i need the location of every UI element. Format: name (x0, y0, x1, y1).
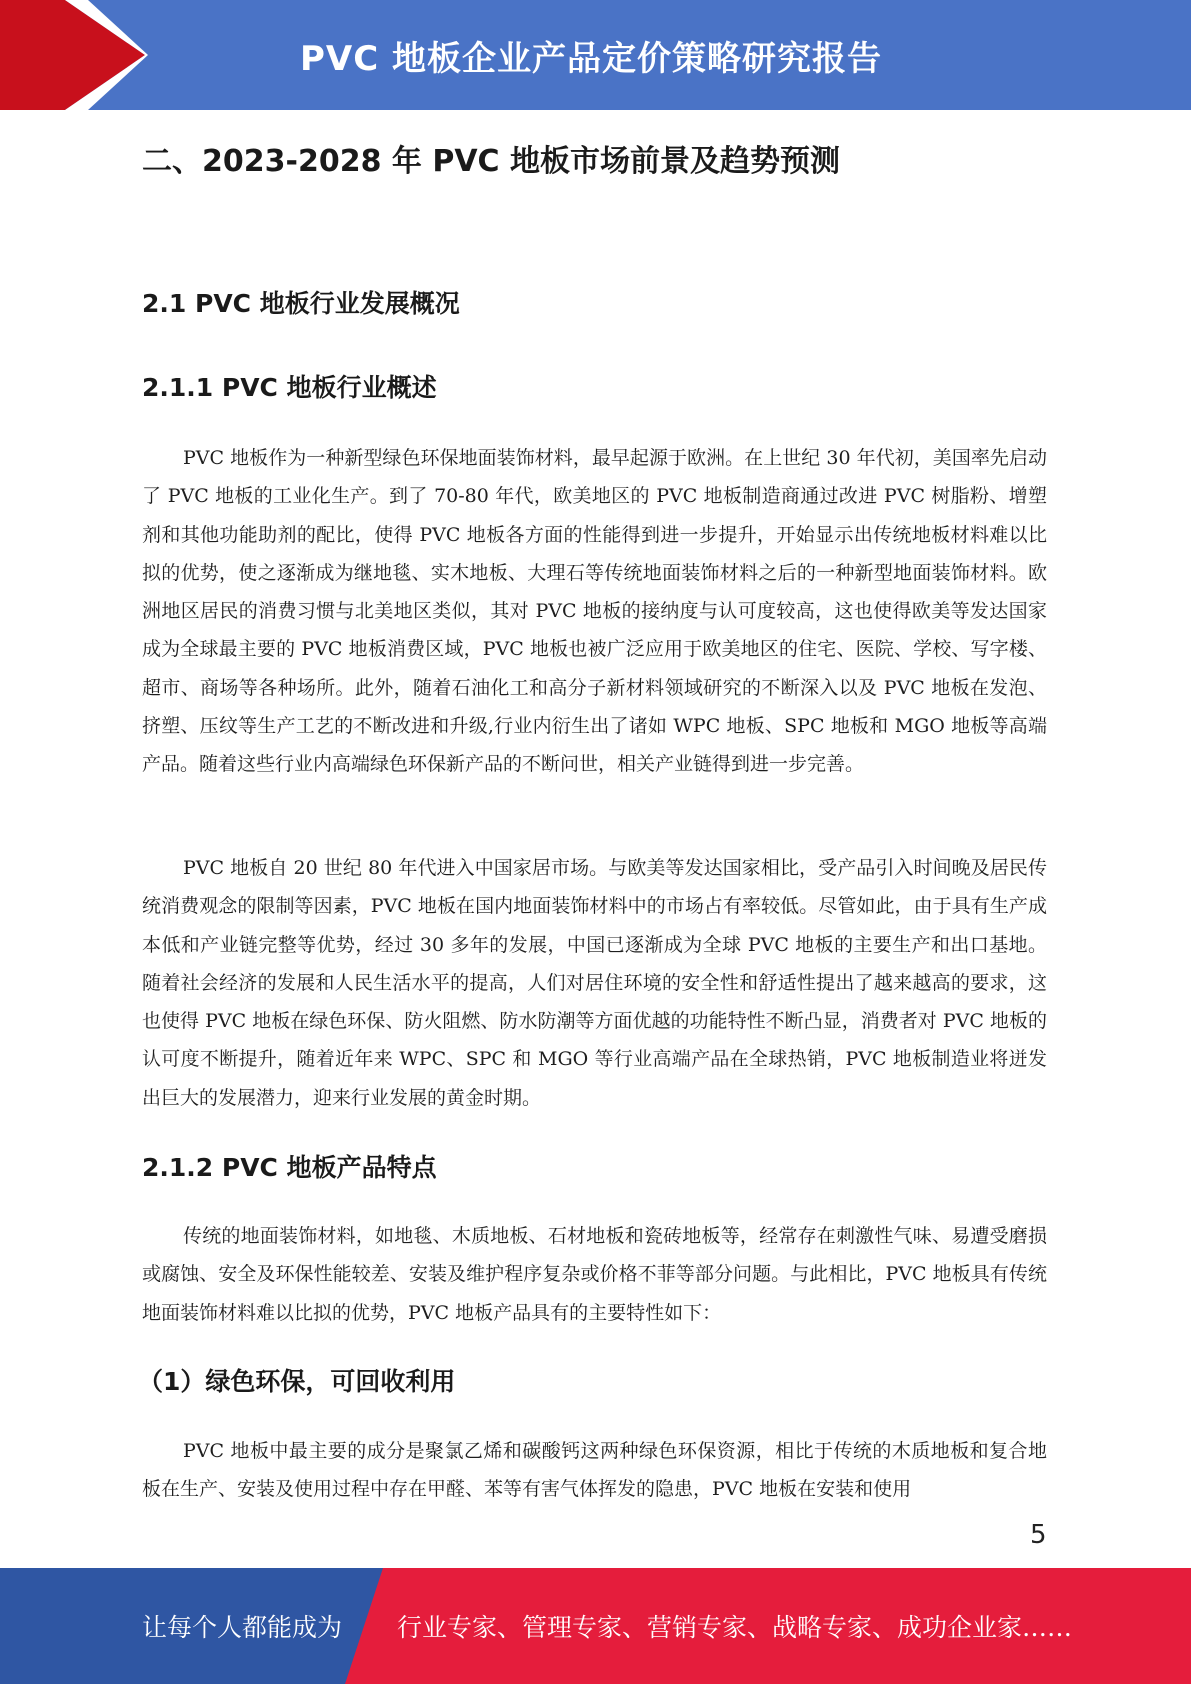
footer-slogan-left: 让每个人都能成为 (142, 1613, 343, 1642)
paragraph-overview-1: PVC 地板作为一种新型绿色环保地面装饰材料，最早起源于欧洲。在上世纪 30 年代初，美国率先启动了 PVC 地板的工业化生产。到了 70-80 年代，欧美地区的 PVC 地板制造商通过改进 PVC 树脂粉、增塑剂和其他功能助剂的配比，使得 PVC 地板各方面的性能得到进一步提升，开始显示出传统地板材料难以比拟的优势，使之逐渐成为继地毯、实木地板、大理石等传统地面装饰材料之后的一种新型地面装饰材料。欧洲地区居民的消费习惯与北美地区类似，其对 PVC 地板的接纳度与认可度较高，这也使得欧美等发达国家成为全球最主要的 PVC 地板消费区域，PVC 地板也被广泛应用于欧美地区的住宅、医院、学校、写字楼、超市、商场等各种场所。此外，随着石油化工和高分子新材料领域研究的不断深入以及 PVC 地板在发泡、挤塑、压纹等生产工艺的不断改进和升级,行业内衍生出了诸如 WPC 地板、SPC 地板和 MGO 地板等高端产品。随着这些行业内高端绿色环保新产品的不断问世，相关产业链得到进一步完善。 (142, 447, 1047, 776)
page-number: 5 (1030, 1520, 1047, 1550)
report-title: PVC 地板企业产品定价策略研究报告 (300, 38, 883, 79)
paragraph-feature-1: PVC 地板中最主要的成分是聚氯乙烯和碳酸钙这两种绿色环保资源，相比于传统的木质地板和复合地板在生产、安装及使用过程中存在甲醛、苯等有害气体挥发的隐患，PVC 地板在安装和使用 (142, 1440, 1047, 1501)
footer-slogan-right: 行业专家、管理专家、营销专家、战略专家、成功企业家…… (397, 1613, 1073, 1642)
page-footer-banner (0, 1568, 1191, 1684)
paragraph-features-intro: 传统的地面装饰材料，如地毯、木质地板、石材地板和瓷砖地板等，经常存在刺激性气味、易遭受磨损或腐蚀、安全及环保性能较差、安装及维护程序复杂或价格不菲等部分问题。与此相比，PVC 地板具有传统地面装饰材料难以比拟的优势，PVC 地板产品具有的主要特性如下： (142, 1225, 1047, 1324)
heading-feature-1: （1）绿色环保，可回收利用 (138, 1367, 456, 1396)
page-header-banner (0, 0, 1191, 110)
heading-2-1-1: 2.1.1 PVC 地板行业概述 (142, 373, 437, 402)
heading-2-1: 2.1 PVC 地板行业发展概况 (142, 289, 460, 318)
section-title: 二、2023-2028 年 PVC 地板市场前景及趋势预测 (142, 144, 840, 179)
heading-2-1-2: 2.1.2 PVC 地板产品特点 (142, 1153, 437, 1182)
paragraph-overview-2: PVC 地板自 20 世纪 80 年代进入中国家居市场。与欧美等发达国家相比，受产品引入时间晚及居民传统消费观念的限制等因素，PVC 地板在国内地面装饰材料中的市场占有率较低。尽管如此，由于具有生产成本低和产业链完整等优势，经过 30 多年的发展，中国已逐渐成为全球 PVC 地板的主要生产和出口基地。随着社会经济的发展和人民生活水平的提高，人们对居住环境的安全性和舒适性提出了越来越高的要求，这也使得 PVC 地板在绿色环保、防火阻燃、防水防潮等方面优越的功能特性不断凸显，消费者对 PVC 地板的认可度不断提升，随着近年来 WPC、SPC 和 MGO 等行业高端产品在全球热销，PVC 地板制造业将迸发出巨大的发展潜力，迎来行业发展的黄金时期。 (142, 857, 1047, 1109)
